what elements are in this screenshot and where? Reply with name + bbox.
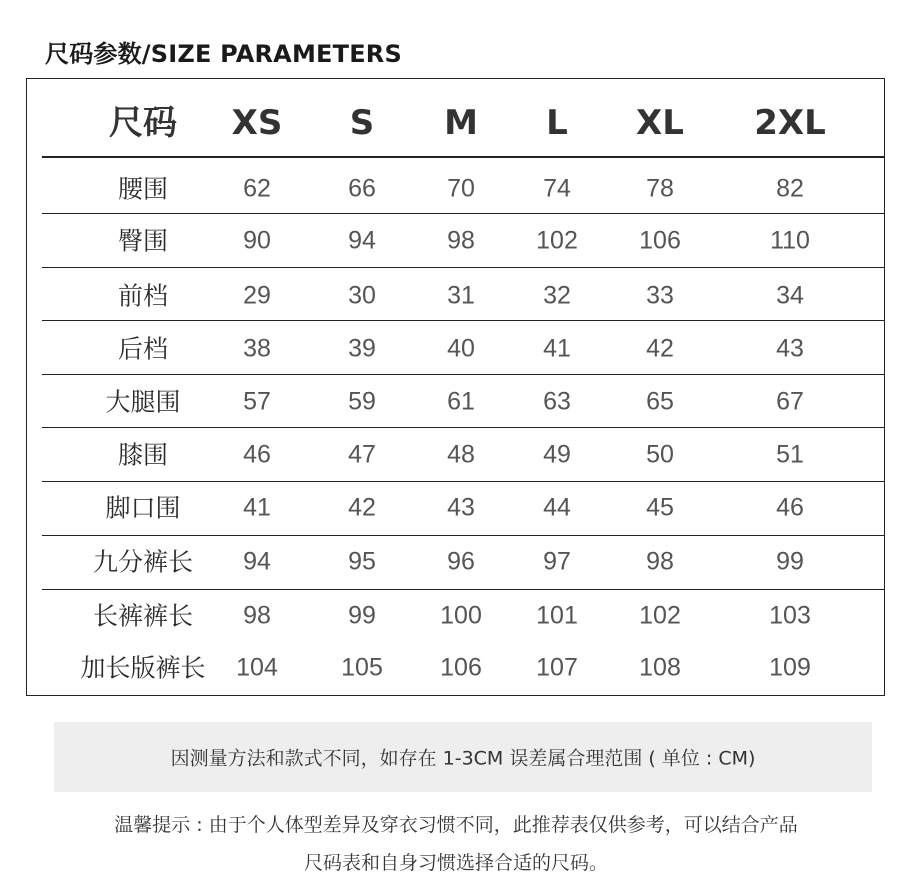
table-cell: 107	[536, 653, 578, 682]
tip-line-1: 温馨提示 : 由于个人体型差异及穿衣习惯不同，此推荐表仅供参考，可以结合产品	[114, 814, 798, 836]
size-header-corner: 尺码	[109, 103, 177, 143]
row-divider	[42, 156, 884, 158]
table-cell: 67	[776, 387, 804, 416]
table-cell: 41	[243, 493, 271, 522]
measurement-note-box	[54, 722, 872, 792]
table-cell: 29	[243, 281, 271, 310]
table-cell: 43	[776, 334, 804, 363]
table-cell: 59	[348, 387, 376, 416]
table-cell: 102	[639, 601, 681, 630]
table-cell: 45	[646, 493, 674, 522]
table-cell: 32	[543, 281, 571, 310]
size-header-s: S	[349, 103, 375, 143]
table-cell: 95	[348, 547, 376, 576]
table-cell: 39	[348, 334, 376, 363]
size-header-2xl: 2XL	[754, 103, 826, 143]
table-cell: 30	[348, 281, 376, 310]
row-divider	[42, 589, 884, 590]
row-label: 加长版裤长	[80, 653, 206, 683]
row-divider	[42, 535, 884, 536]
table-cell: 98	[447, 226, 475, 255]
table-cell: 33	[646, 281, 674, 310]
table-cell: 46	[776, 493, 804, 522]
table-cell: 63	[543, 387, 571, 416]
table-cell: 70	[447, 174, 475, 203]
table-cell: 104	[236, 653, 278, 682]
table-cell: 82	[776, 174, 804, 203]
size-header-xs: XS	[231, 103, 283, 143]
table-cell: 98	[646, 547, 674, 576]
table-cell: 31	[447, 281, 475, 310]
row-label: 膝围	[117, 440, 169, 470]
page-title: 尺码参数/SIZE PARAMETERS	[45, 40, 402, 68]
table-cell: 90	[243, 226, 271, 255]
table-cell: 103	[769, 601, 811, 630]
table-cell: 65	[646, 387, 674, 416]
size-header-xl: XL	[636, 103, 684, 143]
row-divider	[42, 267, 884, 268]
table-cell: 109	[769, 653, 811, 682]
table-cell: 47	[348, 440, 376, 469]
table-cell: 98	[243, 601, 271, 630]
table-cell: 49	[543, 440, 571, 469]
row-label: 后档	[117, 334, 169, 364]
row-divider	[42, 427, 884, 428]
table-cell: 101	[536, 601, 578, 630]
tip-line-2: 尺码表和自身习惯选择合适的尺码。	[303, 852, 608, 874]
table-cell: 61	[447, 387, 475, 416]
table-cell: 106	[639, 226, 681, 255]
table-cell: 96	[447, 547, 475, 576]
table-cell: 46	[243, 440, 271, 469]
table-cell: 97	[543, 547, 571, 576]
table-cell: 66	[348, 174, 376, 203]
table-cell: 108	[639, 653, 681, 682]
row-label: 前档	[117, 281, 169, 311]
row-label: 大腿围	[105, 387, 181, 417]
table-cell: 44	[543, 493, 571, 522]
size-header-l: L	[546, 103, 568, 143]
table-cell: 42	[646, 334, 674, 363]
table-cell: 43	[447, 493, 475, 522]
table-cell: 105	[341, 653, 383, 682]
table-cell: 102	[536, 226, 578, 255]
table-cell: 99	[776, 547, 804, 576]
table-cell: 40	[447, 334, 475, 363]
table-cell: 41	[543, 334, 571, 363]
table-cell: 106	[440, 653, 482, 682]
table-cell: 78	[646, 174, 674, 203]
table-cell: 62	[243, 174, 271, 203]
size-header-m: M	[444, 103, 478, 143]
table-cell: 42	[348, 493, 376, 522]
measurement-note: 因测量方法和款式不同，如存在 1-3CM 误差属合理范围 ( 单位 : CM)	[170, 747, 756, 770]
table-cell: 100	[440, 601, 482, 630]
row-divider	[42, 481, 884, 482]
table-cell: 94	[243, 547, 271, 576]
table-cell: 99	[348, 601, 376, 630]
table-cell: 74	[543, 174, 571, 203]
table-cell: 51	[776, 440, 804, 469]
table-cell: 110	[770, 226, 810, 255]
row-label: 长裤裤长	[92, 601, 194, 631]
row-label: 九分裤长	[92, 547, 194, 577]
table-cell: 48	[447, 440, 475, 469]
table-cell: 94	[348, 226, 376, 255]
row-label: 腰围	[117, 174, 169, 204]
row-divider	[42, 374, 884, 375]
table-cell: 50	[646, 440, 674, 469]
table-cell: 34	[776, 281, 804, 310]
table-cell: 57	[243, 387, 271, 416]
table-cell: 38	[243, 334, 271, 363]
row-divider	[42, 213, 884, 214]
row-divider	[42, 320, 884, 321]
row-label: 脚口围	[105, 493, 181, 523]
row-label: 臀围	[117, 226, 169, 256]
